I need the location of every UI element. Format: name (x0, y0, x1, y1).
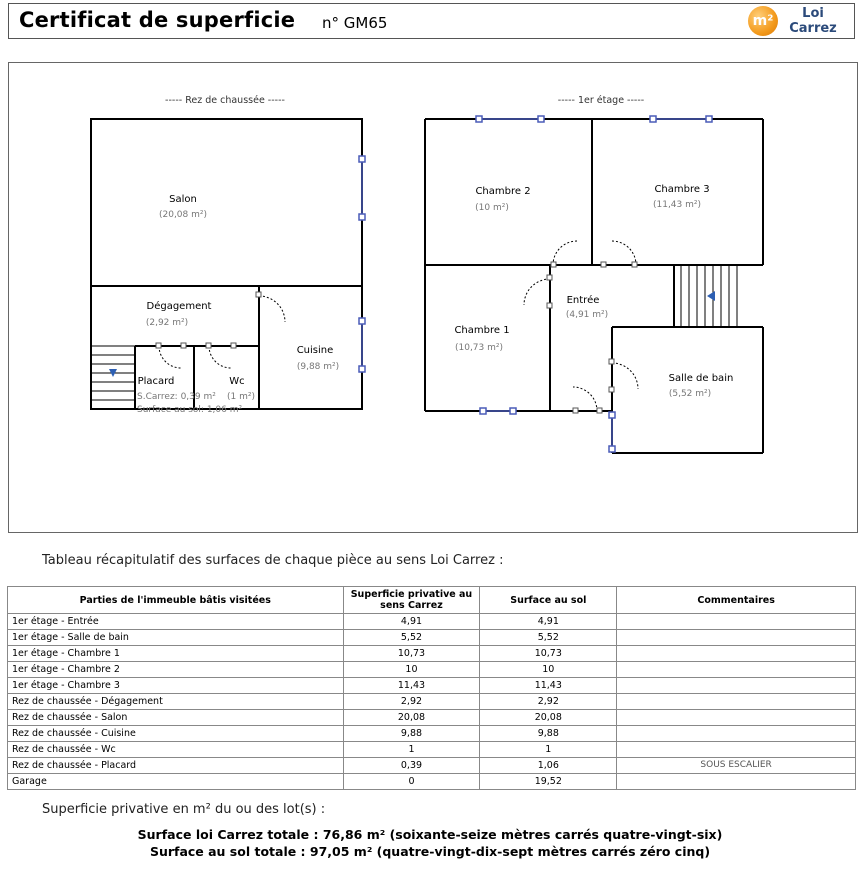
header-carrez: Superficie privative au sens Carrez (343, 587, 480, 614)
ground-floor-label: ----- Rez de chaussée ----- (165, 95, 285, 106)
surface-table (7, 586, 856, 790)
table-row (8, 678, 856, 694)
room-chambre1-area: (10,73 m²) (454, 343, 504, 353)
cell-carrez: 5,52 (343, 630, 480, 646)
table-row (8, 630, 856, 646)
cell-room: Rez de chaussée - Wc (8, 742, 344, 758)
logo-line-2: Carrez (789, 21, 837, 36)
cell-sol: 1,06 (480, 758, 617, 774)
room-entree: Entrée (566, 295, 600, 306)
page-title: Certificat de superficie (19, 8, 296, 32)
room-degagement: Dégagement (146, 301, 212, 312)
first-floor-label: ----- 1er étage ----- (557, 95, 645, 106)
room-cuisine: Cuisine (296, 345, 334, 356)
room-placard: Placard (137, 376, 175, 387)
room-sdb-area: (5,52 m²) (668, 389, 712, 399)
cell-sol: 5,52 (480, 630, 617, 646)
floor-plan-drawing (9, 63, 859, 534)
cell-sol: 11,43 (480, 678, 617, 694)
cell-room: 1er étage - Chambre 1 (8, 646, 344, 662)
logo-line-1: Loi (802, 6, 824, 21)
logo-text (786, 6, 840, 36)
cell-sol: 10,73 (480, 646, 617, 662)
cell-comment (617, 774, 856, 790)
cell-carrez: 4,91 (343, 614, 480, 630)
room-entree-area: (4,91 m²) (565, 310, 609, 320)
cell-comment (617, 726, 856, 742)
cell-carrez: 9,88 (343, 726, 480, 742)
header-commentaires: Commentaires (617, 587, 856, 614)
cell-comment (617, 630, 856, 646)
room-degagement-area: (2,92 m²) (145, 318, 189, 328)
cell-room: Rez de chaussée - Placard (8, 758, 344, 774)
cell-comment (617, 678, 856, 694)
cell-carrez: 11,43 (343, 678, 480, 694)
cell-room: 1er étage - Entrée (8, 614, 344, 630)
certificate-header (8, 3, 855, 39)
cell-room: 1er étage - Chambre 3 (8, 678, 344, 694)
cell-room: Rez de chaussée - Cuisine (8, 726, 344, 742)
room-chambre1: Chambre 1 (454, 325, 510, 336)
room-salon-area: (20,08 m²) (158, 210, 208, 220)
table-intro: Tableau récapitulatif des surfaces de chaque pièce au sens Loi Carrez : (42, 553, 504, 568)
table-row (8, 726, 856, 742)
room-chambre2-area: (10 m²) (475, 203, 509, 213)
stair-arrow-icon (707, 291, 715, 301)
table-row (8, 774, 856, 790)
certificate-number: n° GM65 (322, 14, 388, 32)
cell-room: Rez de chaussée - Salon (8, 710, 344, 726)
cell-carrez: 20,08 (343, 710, 480, 726)
superficie-note: Superficie privative en m² du ou des lot(s) : (42, 802, 326, 817)
cell-carrez: 0,39 (343, 758, 480, 774)
table-row (8, 646, 856, 662)
cell-room: Rez de chaussée - Dégagement (8, 694, 344, 710)
cell-carrez: 0 (343, 774, 480, 790)
room-placard-area-sol: Surface au sol: 1,06 m² (137, 405, 243, 415)
cell-carrez: 1 (343, 742, 480, 758)
room-wc: Wc (229, 376, 245, 387)
cell-sol: 19,52 (480, 774, 617, 790)
table-row (8, 742, 856, 758)
cell-carrez: 10,73 (343, 646, 480, 662)
cell-room: Garage (8, 774, 344, 790)
table-row (8, 614, 856, 630)
table-row (8, 710, 856, 726)
loi-carrez-logo (748, 5, 840, 37)
cell-sol: 4,91 (480, 614, 617, 630)
cell-comment: SOUS ESCALIER (617, 758, 856, 774)
cell-sol: 1 (480, 742, 617, 758)
room-chambre3-area: (11,43 m²) (652, 200, 702, 210)
total-sol: Surface au sol totale : 97,05 m² (quatre-vingt-dix-sept mètres carrés zéro cinq) (149, 844, 711, 859)
table-row (8, 758, 856, 774)
room-salon: Salon (169, 194, 197, 205)
table-row (8, 662, 856, 678)
floor-plan (8, 62, 858, 533)
table-row (8, 694, 856, 710)
cell-comment (617, 614, 856, 630)
cell-sol: 20,08 (480, 710, 617, 726)
header-sol: Surface au sol (480, 587, 617, 614)
cell-comment (617, 662, 856, 678)
cell-comment (617, 646, 856, 662)
header-parties: Parties de l'immeuble bâtis visitées (8, 587, 344, 614)
cell-room: 1er étage - Salle de bain (8, 630, 344, 646)
room-sdb: Salle de bain (668, 373, 734, 384)
room-cuisine-area: (9,88 m²) (296, 362, 340, 372)
cell-comment (617, 710, 856, 726)
room-placard-area: S.Carrez: 0,39 m² (137, 392, 216, 402)
cell-carrez: 10 (343, 662, 480, 678)
cell-sol: 10 (480, 662, 617, 678)
m2-logo-icon: m² (748, 6, 778, 36)
cell-comment (617, 742, 856, 758)
cell-sol: 9,88 (480, 726, 617, 742)
total-carrez: Surface loi Carrez totale : 76,86 m² (soixante-seize mètres carrés quatre-vingt-six) (137, 827, 723, 842)
room-chambre2: Chambre 2 (475, 186, 531, 197)
cell-sol: 2,92 (480, 694, 617, 710)
table-header-row (8, 587, 856, 614)
cell-carrez: 2,92 (343, 694, 480, 710)
room-wc-area: (1 m²) (227, 392, 255, 402)
room-chambre3: Chambre 3 (654, 184, 710, 195)
cell-comment (617, 694, 856, 710)
cell-room: 1er étage - Chambre 2 (8, 662, 344, 678)
